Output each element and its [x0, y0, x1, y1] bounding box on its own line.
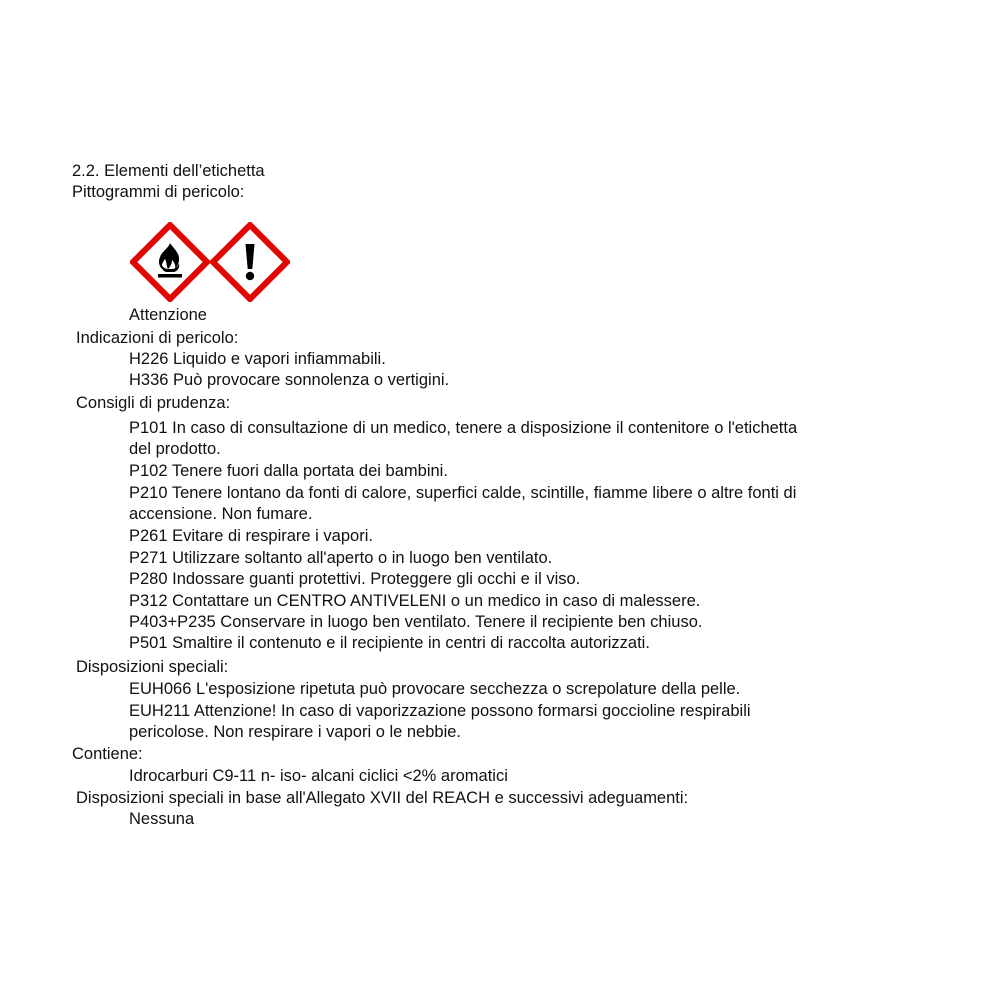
hazard-pictograms [130, 222, 295, 304]
precautionary-statement: P102 Tenere fuori dalla portata dei bambini. [129, 462, 448, 480]
precautionary-statement-continuation: accensione. Non fumare. [129, 505, 313, 523]
section-title: 2.2. Elementi dell’etichetta [72, 162, 265, 180]
precautionary-statement: P501 Smaltire il contenuto e il recipiente in centri di raccolta autorizzati. [129, 634, 650, 652]
special-provision: EUH211 Attenzione! In caso di vaporizzazione possono formarsi goccioline respirabili [129, 702, 751, 720]
special-provisions-label: Disposizioni speciali: [76, 658, 229, 676]
contains-value: Idrocarburi C9-11 n- iso- alcani ciclici <2% aromatici [129, 767, 508, 785]
hazard-statement: H226 Liquido e vapori infiammabili. [129, 350, 386, 368]
reach-provisions-value: Nessuna [129, 810, 195, 828]
precautionary-statement: P210 Tenere lontano da fonti di calore, superfici calde, scintille, fiamme libere o altre fonti di [129, 484, 797, 502]
reach-provisions-label: Disposizioni speciali in base all'Allegato XVII del REACH e successivi adeguamenti: [76, 789, 689, 807]
signal-word: Attenzione [129, 306, 207, 324]
exclamation-mark-icon [210, 222, 290, 302]
precautionary-statements-label: Consigli di prudenza: [76, 394, 231, 412]
precautionary-statement: P271 Utilizzare soltanto all'aperto o in luogo ben ventilato. [129, 549, 553, 567]
contains-label: Contiene: [72, 745, 143, 763]
precautionary-statement: P261 Evitare di respirare i vapori. [129, 527, 373, 545]
hazard-statement: H336 Può provocare sonnolenza o vertigini. [129, 371, 450, 389]
precautionary-statement: P312 Contattare un CENTRO ANTIVELENI o un medico in caso di malessere. [129, 592, 701, 610]
special-provision-continuation: pericolose. Non respirare i vapori o le nebbie. [129, 723, 462, 741]
hazard-statements-label: Indicazioni di pericolo: [76, 329, 239, 347]
pictograms-label: Pittogrammi di pericolo: [72, 183, 245, 201]
flame-icon [130, 222, 210, 302]
precautionary-statement: P101 In caso di consultazione di un medico, tenere a disposizione il contenitore o l'etichetta [129, 419, 798, 437]
precautionary-statement-continuation: del prodotto. [129, 440, 221, 458]
precautionary-statement: P403+P235 Conservare in luogo ben ventilato. Tenere il recipiente ben chiuso. [129, 613, 703, 631]
precautionary-statement: P280 Indossare guanti protettivi. Proteggere gli occhi e il viso. [129, 570, 581, 588]
special-provision: EUH066 L'esposizione ripetuta può provocare secchezza o screpolature della pelle. [129, 680, 741, 698]
